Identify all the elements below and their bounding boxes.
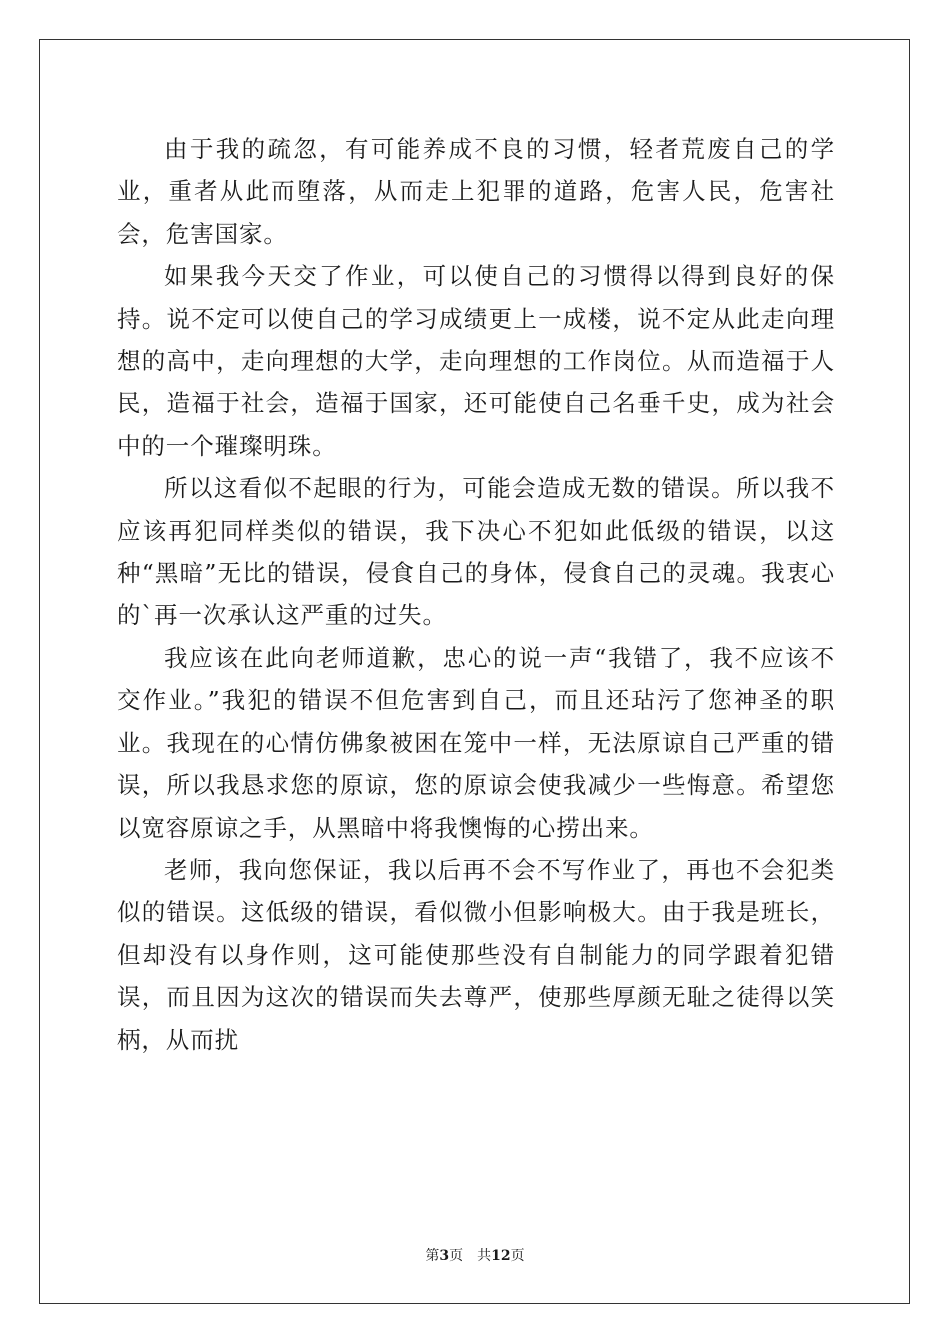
total-pages-label: 共12页: [477, 1248, 525, 1264]
paragraph-1: 由于我的疏忽，有可能养成不良的习惯，轻者荒废自己的学业，重者从此而堕落，从而走上犯罪的道路，危害人民，危害社会，危害国家。: [117, 135, 835, 248]
current-page-number: 3: [439, 1248, 450, 1264]
paragraph-4: 我应该在此向老师道歉，忠心的说一声“我错了，我不应该不交作业。”我犯的错误不但危害到自己，而且还玷污了您神圣的职业。我现在的心情仿佛象被困在笼中一样，无法原谅自己严重的错误，所以我恳求您的原谅，您的原谅会使我减少一些悔意。希望您以宽容原谅之手，从黑暗中将我懊悔的心捞出来。: [117, 643, 835, 842]
page-number-label: 第3页: [425, 1248, 464, 1264]
document-body: [117, 128, 835, 1061]
paragraph-5: 老师，我向您保证，我以后再不会不写作业了，再也不会犯类似的错误。这低级的错误，看似微小但影响极大。由于我是班长，但却没有以身作则，这可能使那些没有自制能力的同学跟着犯错误，而且因为这次的错误而失去尊严，使那些厚颜无耻之徒得以笑柄，从而扰: [117, 855, 835, 1054]
page-footer: [0, 1246, 950, 1266]
paragraph-2: 如果我今天交了作业，可以使自己的习惯得以得到良好的保持。说不定可以使自己的学习成绩更上一成楼，说不定从此走向理想的高中，走向理想的大学，走向理想的工作岗位。从而造福于人民，造福于社会，造福于国家，还可能使自己名垂千史，成为社会中的一个璀璨明珠。: [117, 262, 835, 460]
total-page-count: 12: [491, 1248, 511, 1264]
paragraph-3: 所以这看似不起眼的行为，可能会造成无数的错误。所以我不应该再犯同样类似的错误，我下决心不犯如此低级的错误，以这种“黑暗”无比的错误，侵食自己的身体，侵食自己的灵魂。我衷心的`再一次承认这严重的过失。: [117, 474, 835, 630]
